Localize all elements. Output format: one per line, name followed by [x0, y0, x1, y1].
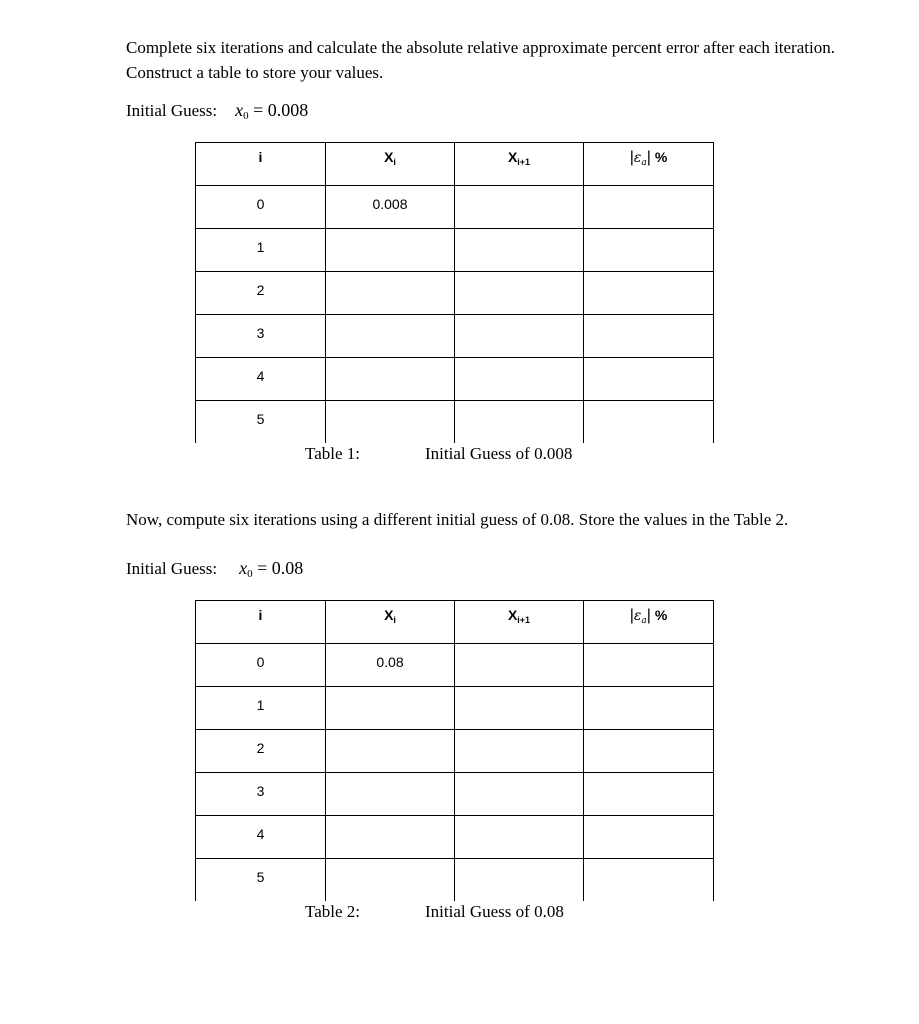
table-row — [196, 358, 714, 401]
cell-xi[interactable] — [326, 773, 455, 816]
cell-error[interactable] — [584, 315, 714, 358]
table-row — [196, 186, 714, 229]
header-xi-plus-1: $X_{i+1}$ — [455, 143, 584, 186]
table-row — [196, 315, 714, 358]
header-relative-error: $|\varepsilon_a|$ % — [584, 601, 714, 644]
cell-xi-plus-1[interactable] — [455, 773, 584, 816]
cell-xi[interactable] — [326, 358, 455, 401]
cell-error[interactable] — [584, 272, 714, 315]
cell-i: 3 — [196, 773, 326, 816]
cell-xi-plus-1[interactable] — [455, 816, 584, 859]
cell-i: 4 — [196, 816, 326, 859]
initial-guess-1 — [126, 100, 308, 122]
cell-i: 4 — [196, 358, 326, 401]
cell-error[interactable] — [584, 401, 714, 444]
cell-i: 5 — [196, 401, 326, 444]
header-i: i — [196, 143, 326, 186]
header-i: i — [196, 601, 326, 644]
cell-i: 0 — [196, 186, 326, 229]
header-xi: $X_i$ — [326, 601, 455, 644]
cell-i: 2 — [196, 730, 326, 773]
table-row — [196, 401, 714, 444]
table-row — [196, 859, 714, 902]
table-1-caption-text: Initial Guess of 0.008 — [425, 444, 573, 463]
cell-i: 2 — [196, 272, 326, 315]
cell-error[interactable] — [584, 730, 714, 773]
cell-xi-plus-1[interactable] — [455, 730, 584, 773]
cell-i: 0 — [196, 644, 326, 687]
table-row — [196, 644, 714, 687]
cell-i: 5 — [196, 859, 326, 902]
table-2-caption-text: Initial Guess of 0.08 — [425, 902, 564, 921]
cell-xi[interactable] — [326, 859, 455, 902]
cell-xi[interactable] — [326, 816, 455, 859]
table-header-row — [196, 143, 714, 186]
table-row — [196, 730, 714, 773]
cell-xi: 0.008 — [326, 186, 455, 229]
cell-xi-plus-1[interactable] — [455, 315, 584, 358]
cell-error[interactable] — [584, 186, 714, 229]
cell-i: 1 — [196, 229, 326, 272]
cell-error[interactable] — [584, 229, 714, 272]
cell-error[interactable] — [584, 644, 714, 687]
cell-error[interactable] — [584, 358, 714, 401]
initial-guess-equation: $x_0 = 0.008$ — [235, 100, 309, 122]
initial-guess-2 — [126, 558, 303, 580]
initial-guess-label: Initial Guess: — [126, 559, 218, 578]
cell-xi-plus-1[interactable] — [455, 358, 584, 401]
cell-error[interactable] — [584, 773, 714, 816]
cell-i: 3 — [196, 315, 326, 358]
cell-xi-plus-1[interactable] — [455, 687, 584, 730]
cell-xi-plus-1[interactable] — [455, 644, 584, 687]
table-row — [196, 272, 714, 315]
initial-guess-equation: $x_0 = 0.08$ — [239, 558, 304, 580]
table-row — [196, 816, 714, 859]
table-row — [196, 687, 714, 730]
table-row — [196, 773, 714, 816]
cell-error[interactable] — [584, 816, 714, 859]
cell-error[interactable] — [584, 859, 714, 902]
cell-xi[interactable] — [326, 401, 455, 444]
initial-guess-label: Initial Guess: — [126, 101, 218, 120]
cell-xi[interactable] — [326, 730, 455, 773]
cell-xi[interactable] — [326, 687, 455, 730]
cell-xi[interactable] — [326, 229, 455, 272]
second-instruction: Now, compute six iterations using a different initial guess of 0.08. Store the values in the Table 2. — [126, 510, 789, 529]
cell-i: 1 — [196, 687, 326, 730]
cell-xi-plus-1[interactable] — [455, 229, 584, 272]
header-xi: $X_i$ — [326, 143, 455, 186]
cell-xi-plus-1[interactable] — [455, 272, 584, 315]
cell-xi: 0.08 — [326, 644, 455, 687]
instructions-paragraph: Complete six iterations and calculate the absolute relative approximate percent error after each iteration. Construct a table to store your values. — [126, 38, 835, 82]
header-relative-error: $|\varepsilon_a|$ % — [584, 143, 714, 186]
cell-xi[interactable] — [326, 272, 455, 315]
cell-xi[interactable] — [326, 315, 455, 358]
cell-xi-plus-1[interactable] — [455, 186, 584, 229]
table-2-caption-label: Table 2: — [305, 902, 360, 921]
table-row — [196, 229, 714, 272]
iteration-table-2 — [195, 600, 714, 901]
table-header-row — [196, 601, 714, 644]
table-1-caption-label: Table 1: — [305, 444, 360, 463]
cell-xi-plus-1[interactable] — [455, 859, 584, 902]
iteration-table-1 — [195, 142, 714, 443]
cell-xi-plus-1[interactable] — [455, 401, 584, 444]
header-xi-plus-1: $X_{i+1}$ — [455, 601, 584, 644]
cell-error[interactable] — [584, 687, 714, 730]
